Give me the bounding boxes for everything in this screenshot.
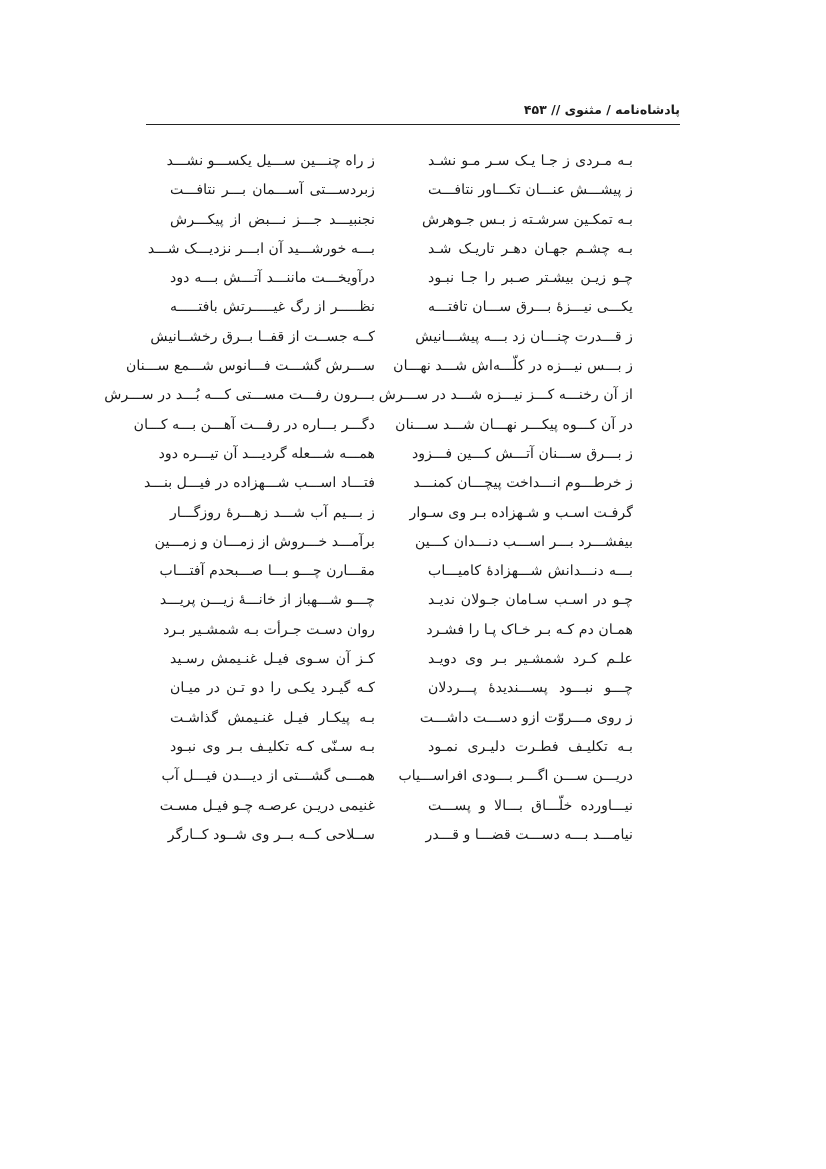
- hemistich-first: بـه تمکـین سرشـته ز بـس جـوهرش: [421, 211, 633, 228]
- header-title: پادشاه‌نامه / مثنوی // ۴۵۳: [523, 102, 680, 117]
- hemistich-second: دگـــر بـــاره در رفـــت آهـــن بـــه کـــان: [133, 416, 375, 433]
- hemistich-second: درآویخـــت ماننـــد آتـــش بـــه دود: [170, 270, 375, 287]
- hemistich-second: ز راه چنـــین ســـیل یکســـو نشـــد: [166, 153, 375, 169]
- couplet: [170, 499, 633, 528]
- hemistich-second: کــه جســت از قفــا بــرق رخشــانیش: [150, 328, 375, 345]
- couplet: [170, 293, 633, 322]
- couplet: [133, 411, 633, 440]
- hemistich-second: غنیمی دریـن عرصـه چـو فیـل مسـت: [159, 797, 375, 814]
- hemistich-first: بـــه دنـــدانش شـــهزادهٔ کامیـــاب: [428, 563, 633, 580]
- hemistich-first: بـه تکلیـف فطـرت دلیـری نمـود: [428, 738, 633, 755]
- hemistich-first: علـم کـرد شمشـیر بـر وی دویـد: [428, 651, 633, 668]
- couplet: [161, 762, 633, 791]
- hemistich-first: دریـــن ســـن اگـــر بـــودی افراســـیاب: [398, 768, 633, 785]
- couplet: [170, 674, 633, 703]
- hemistich-first: چـو در اسـب سـامان جـولان ندیـد: [428, 592, 633, 609]
- header-rule: [146, 124, 680, 125]
- hemistich-second: روان دسـت جـرأت بـه شمشـیر بـرد: [163, 621, 375, 638]
- couplet: [159, 557, 633, 586]
- hemistich-first: گرفـت اسـب و شـهزاده بـر وی سـوار: [409, 504, 633, 521]
- hemistich-second: ســلاحی کــه بــر وی شــود کــارگر: [167, 826, 375, 843]
- hemistich-second: کـز آن سـوی فیـل غنـیمش رسـید: [170, 651, 375, 668]
- couplet: [170, 264, 633, 293]
- couplet: [170, 704, 633, 733]
- hemistich-second: زبردســـتی آســـمان بـــر نتافـــت: [170, 182, 375, 199]
- hemistich-second: بـه سـنّی کـه تکلیـف بـر وی نبـود: [170, 738, 375, 755]
- couplet: [104, 381, 633, 410]
- hemistich-first: یکـــی نیـــزهٔ بـــرق ســـان تافتـــه: [428, 299, 633, 316]
- couplet: [170, 645, 633, 674]
- hemistich-first: ز پیشـــش عنـــان تکـــاور نتافـــت: [428, 182, 633, 199]
- hemistich-second: کـه گیـرد یکـی را دو تـن در میـان: [170, 680, 375, 697]
- hemistich-first: از آن رخنـــه کـــز نیـــزه شـــد در ســـرش: [378, 387, 633, 404]
- couplet: [125, 352, 633, 381]
- hemistich-second: بـــه خورشـــید آن ابـــر نزدیـــک شـــد: [147, 240, 375, 257]
- hemistich-first: همـان دم کـه بـر خـاک پـا را فشـرد: [426, 621, 633, 638]
- hemistich-second: فتـــاد اســـب شـــهزاده در فیـــل بنـــد: [144, 475, 375, 492]
- hemistich-second: نجنبیـــد جـــز نـــبض از پیکـــرش: [170, 211, 375, 228]
- hemistich-first: چـو زیـن بیشـتر صـبر را جـا نبـود: [428, 270, 633, 287]
- hemistich-second: بـه پیکـار فیـل غنـیمش گذاشـت: [170, 709, 375, 726]
- hemistich-second: ســـرش گشـــت فـــانوس شـــمع ســـنان: [125, 358, 375, 375]
- hemistich-first: ز روی مـــروّت ازو دســـت داشـــت: [419, 709, 633, 726]
- hemistich-first: بیفشـــرد بـــر اســـب دنـــدان کـــین: [414, 533, 633, 550]
- hemistich-first: بـه مـردی ز جـا یـک سـر مـو نشـد: [428, 153, 633, 169]
- couplet: [159, 586, 633, 615]
- couplet: [144, 469, 633, 498]
- hemistich-second: نظـــــر از رگ غیـــــرتش بافتـــــه: [170, 299, 375, 316]
- hemistich-second: همـــه شـــعله گردیـــد آن تیـــره دود: [158, 445, 375, 462]
- hemistich-first: نیامـــد بـــه دســـت قضـــا و قـــدر: [425, 826, 633, 843]
- poem-body: [104, 147, 633, 850]
- hemistich-second: ز بـــیم آب شـــد زهـــرهٔ روزگـــار: [170, 504, 375, 521]
- hemistich-first: ز بـــس نیـــزه در کلّـــه‌اش شـــد نهـــان: [393, 358, 633, 375]
- couplet: [170, 206, 633, 235]
- hemistich-second: بـــرون رفـــت مســـتی کـــه بُـــد در ســـرش: [104, 387, 375, 404]
- hemistich-second: چـــو شـــهباز از خانـــهٔ زیـــن پریـــد: [159, 592, 375, 609]
- couplet: [159, 792, 633, 821]
- hemistich-first: ز قـــدرت چنـــان زد بـــه پیشـــانیش: [415, 328, 633, 345]
- running-header: [146, 102, 680, 124]
- couplet: [150, 323, 633, 352]
- hemistich-first: چـــو نبـــود پســـندیدهٔ پـــردلان: [428, 680, 633, 697]
- hemistich-second: برآمـــد خـــروش از زمـــان و زمـــین: [154, 533, 375, 550]
- hemistich-second: همـــی گشـــتی از دیـــدن فیـــل آب: [161, 768, 375, 785]
- couplet: [170, 733, 633, 762]
- hemistich-first: ز بـــرق ســـنان آتـــش کـــین فـــزود: [411, 445, 633, 462]
- hemistich-second: مقـــارن چـــو بـــا صـــبحدم آفتـــاب: [159, 563, 375, 580]
- hemistich-first: در آن کـــوه پیکـــر نهـــان شـــد ســـنان: [395, 416, 633, 433]
- couplet: [158, 440, 633, 469]
- couplet: [154, 528, 633, 557]
- hemistich-first: بـه چشـم جهـان دهـر تاریـک شـد: [428, 240, 633, 257]
- couplet: [163, 616, 633, 645]
- hemistich-first: ز خرطـــوم انـــداخت پیچـــان کمنـــد: [413, 475, 633, 492]
- couplet: [170, 176, 633, 205]
- couplet: [147, 235, 633, 264]
- couplet: [166, 147, 633, 176]
- couplet: [167, 821, 633, 850]
- hemistich-first: نیـــاورده خلّـــاق بـــالا و پســـت: [428, 797, 633, 814]
